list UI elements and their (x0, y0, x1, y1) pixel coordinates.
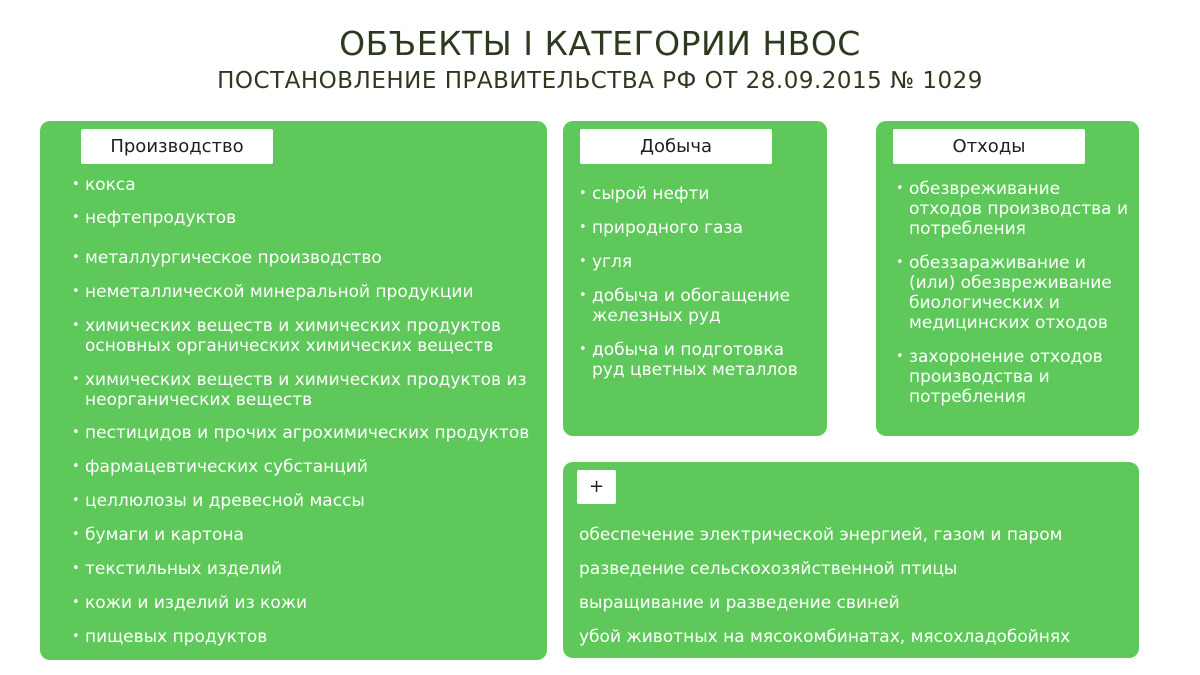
list-item: • кокса (72, 175, 542, 195)
list-item: обеспечение электрической энергией, газом и паром (579, 525, 1063, 545)
list-item: • обезвреживание отходов производства и потребления (896, 179, 1132, 239)
list-item: • целлюлозы и древесной массы (72, 491, 542, 511)
list-item: • кожи и изделий из кожи (72, 593, 542, 613)
list-item: • добыча и подготовка руд цветных металлов (579, 340, 819, 380)
mining-list (579, 184, 819, 380)
list-item: • добыча и обогащение железных руд (579, 286, 819, 326)
list-item: • бумаги и картона (72, 525, 542, 545)
list-item: • химических веществ и химических продуктов основных органических химических веществ (72, 316, 542, 356)
list-item: • фармацевтических субстанций (72, 457, 542, 477)
list-item: выращивание и разведение свиней (579, 593, 900, 613)
production-list (72, 174, 542, 647)
list-item: • захоронение отходов производства и потребления (896, 347, 1132, 407)
list-item: • металлургическое производство (72, 248, 542, 268)
list-item: • природного газа (579, 218, 819, 238)
waste-list (896, 179, 1132, 407)
list-item: • нефтепродуктов (72, 208, 542, 228)
mining-label: Добыча (580, 129, 772, 164)
production-label: Производство (81, 129, 273, 164)
list-item: убой животных на мясокомбинатах, мясохладобойнях (579, 627, 1071, 647)
list-item: • текстильных изделий (72, 559, 542, 579)
list-item: • угля (579, 252, 819, 272)
plus-label: + (577, 470, 616, 504)
list-item: • сырой нефти (579, 184, 819, 204)
page-subtitle: ПОСТАНОВЛЕНИЕ ПРАВИТЕЛЬСТВА РФ ОТ 28.09.2015 № 1029 (217, 68, 983, 94)
list-item: • пищевых продуктов (72, 627, 542, 647)
list-item: • обеззараживание и (или) обезвреживание биологических и медицинских отходов (896, 253, 1132, 333)
list-item: • неметаллической минеральной продукции (72, 282, 542, 302)
page-title: ОБЪЕКТЫ I КАТЕГОРИИ НВОС (339, 24, 861, 63)
list-item: разведение сельскохозяйственной птицы (579, 559, 958, 579)
list-item: • пестицидов и прочих агрохимических продуктов (72, 423, 542, 443)
waste-label: Отходы (893, 129, 1085, 164)
list-item: • химических веществ и химических продуктов из неорганических веществ (72, 370, 542, 410)
additional-list (579, 525, 1131, 661)
